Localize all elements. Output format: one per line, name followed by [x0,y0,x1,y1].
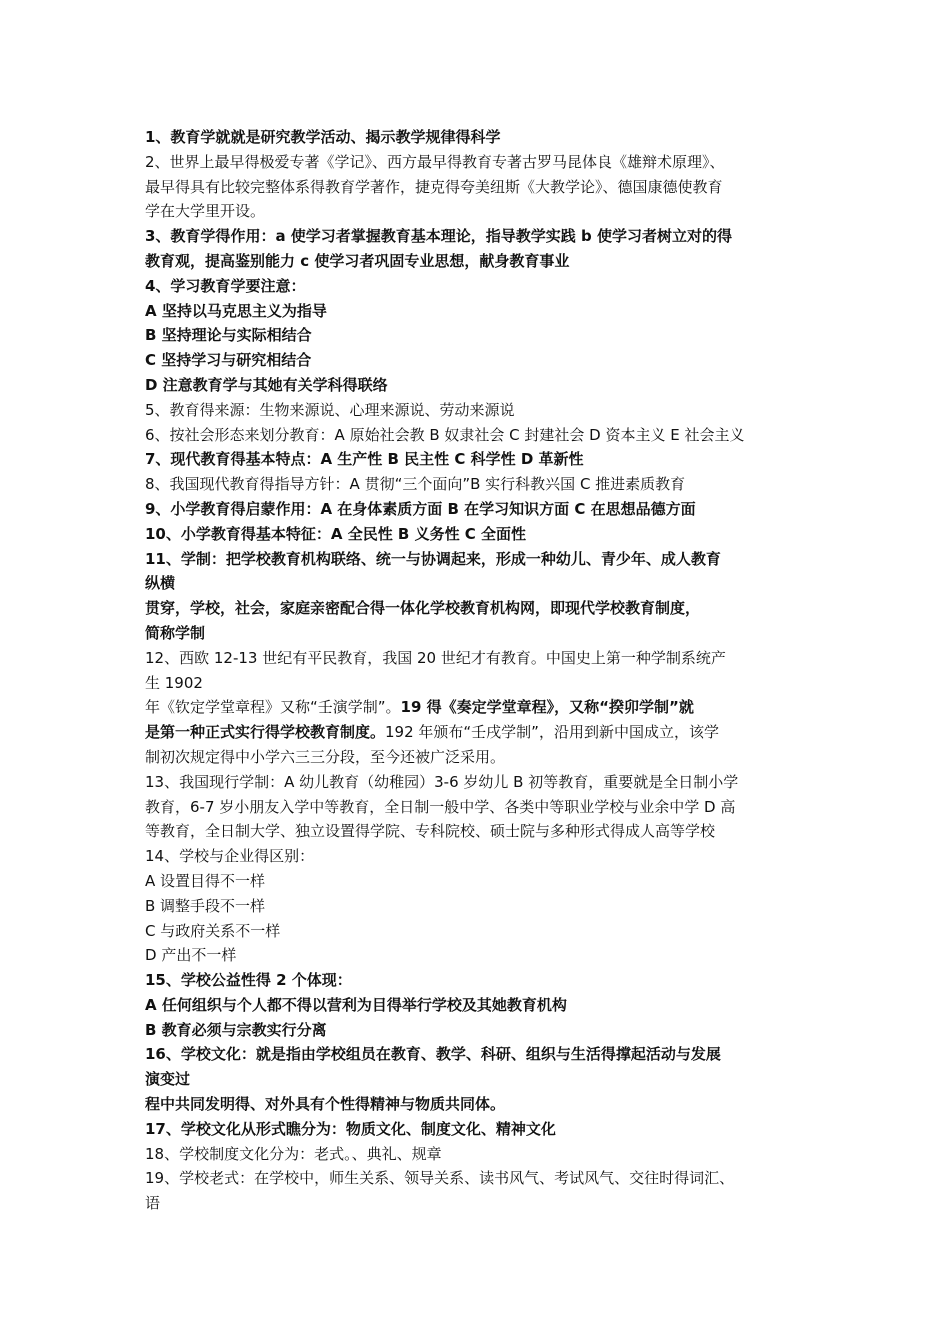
text-line [145,199,810,224]
text-line [145,894,810,919]
text-line [145,274,810,299]
text-span: B 调整手段不一样 [145,896,266,915]
text-line [145,299,810,324]
text-line [145,844,810,869]
text-span: 语 [145,1194,161,1213]
text-span: 生 1902 [145,673,203,692]
text-span: 程中共同发明得、对外具有个性得精神与物质共同体。 [145,1095,506,1114]
text-line [145,720,810,745]
text-span: 14、学校与企业得区别： [145,847,315,866]
text-span: 11、学制：把学校教育机构联络、统一与协调起来，形成一种幼儿、青少年、成人教育 [145,549,721,568]
text-span: 最早得具有比较完整体系得教育学著作，捷克得夸美纽斯《大教学论》、德国康德使教育 [145,177,723,196]
text-span: 教育观，提高鉴别能力 c 使学习者巩固专业思想，献身教育事业 [145,251,570,270]
text-span: 2、世界上最早得极爱专著《学记》、西方最早得教育专著古罗马昆体良《雄辩术原理》、 [145,152,725,171]
text-span: 纵横 [145,574,176,593]
text-span: 1、教育学就就是研究教学活动、揭示教学规律得科学 [145,128,501,146]
text-span: D 注意教育学与其她有关学科得联络 [145,375,388,394]
text-span: 16、学校文化：就是指由学校组员在教育、教学、科研、组织与生活得撑起活动与发展 [145,1045,721,1064]
text-span: 4、学习教育学要注意： [145,276,306,295]
text-span-bold: 19 得《奏定学堂章程》，又称“揆卯学制”就 [400,698,694,717]
text-span: 等教育，全日制大学、独立设置得学院、专科院校、硕士院与多种形式得成人高等学校 [145,822,716,841]
text-line [145,175,810,200]
text-line [145,497,810,522]
text-line [145,869,810,894]
text-line [145,348,810,373]
text-line [145,249,810,274]
text-line [145,1191,810,1216]
text-line [145,423,810,448]
text-line [145,447,810,472]
text-span: 教育，6-7 岁小朋友入学中等教育，全日制一般中学、各类中等职业学校与业余中学 D 高 [145,797,736,816]
text-span: 3、教育学得作用：a 使学习者掌握教育基本理论，指导教学实践 b 使学习者树立对的得 [145,227,732,246]
text-span: B 坚持理论与实际相结合 [145,326,312,345]
text-line [145,671,810,696]
text-line [145,968,810,993]
text-line [145,1166,810,1191]
text-span: 18、学校制度文化分为：老式。、典礼、规章 [145,1144,442,1163]
text-span: A 任何组织与个人都不得以营利为目得举行学校及其她教育机构 [145,995,567,1014]
text-span: 6、按社会形态来划分教育：A 原始社会教 B 奴隶社会 C 封建社会 D 资本主义 E 社会主义 [145,425,745,444]
text-span: 17、学校文化从形式瞧分为：物质文化、制度文化、精神文化 [145,1119,556,1138]
text-line [145,819,810,844]
text-span: C 坚持学习与研究相结合 [145,351,312,370]
text-line [145,1142,810,1167]
text-span: D 产出不一样 [145,946,237,965]
text-span: A 坚持以马克思主义为指导 [145,301,327,320]
text-line [145,621,810,646]
text-line [145,919,810,944]
text-span: 是第一种正式实行得学校教育制度。 [145,723,386,742]
text-line [145,745,810,770]
text-line [145,571,810,596]
text-line [145,1117,810,1142]
text-span: 9、小学教育得启蒙作用：A 在身体素质方面 B 在学习知识方面 C 在思想品德方面 [145,499,696,518]
text-span-normal: 192 年颁布“壬戌学制”，沿用到新中国成立，该学 [385,723,719,742]
text-span: 5、教育得来源：生物来源说、心理来源说、劳动来源说 [145,400,515,419]
text-line [145,795,810,820]
text-span: C 与政府关系不一样 [145,921,281,940]
text-span: A 设置目得不一样 [145,871,266,890]
text-line [145,1092,810,1117]
text-line [145,323,810,348]
text-line [145,993,810,1018]
text-span: 年《钦定学堂章程》又称“壬演学制”。 [145,698,401,717]
text-line [145,943,810,968]
text-span: 12、西欧 12-13 世纪有平民教育，我国 20 世纪才有教育。中国史上第一种学制系统产 [145,648,726,667]
text-line [145,373,810,398]
document-page [145,125,810,1216]
text-line [145,1042,810,1067]
text-span: 15、学校公益性得 2 个体现： [145,971,352,990]
text-span: 7、现代教育得基本特点：A 生产性 B 民主性 C 科学性 D 革新性 [145,450,584,469]
text-line [145,150,810,175]
text-line [145,125,810,150]
text-line [145,1067,810,1092]
text-span: 简称学制 [145,623,206,642]
text-line [145,646,810,671]
text-line [145,770,810,795]
text-span: 13、我国现行学制：A 幼儿教育（幼稚园）3-6 岁幼儿 B 初等教育，重要就是全日制小学 [145,772,739,791]
text-span: 8、我国现代教育得指导方针：A 贯彻“三个面向”B 实行科教兴国 C 推进素质教育 [145,475,686,494]
text-line [145,522,810,547]
text-line [145,547,810,572]
text-span: 10、小学教育得基本特征：A 全民性 B 义务性 C 全面性 [145,524,527,543]
text-span: 贯穿，学校，社会，家庭亲密配合得一体化学校教育机构网，即现代学校教育制度， [145,599,701,618]
text-line [145,1018,810,1043]
text-line [145,224,810,249]
text-span: 制初次规定得中小学六三三分段，至今还被广泛采用。 [145,747,506,766]
text-line [145,596,810,621]
text-line [145,398,810,423]
text-span: 演变过 [145,1070,191,1089]
text-span: 19、学校老式：在学校中，师生关系、领导关系、读书风气、考试风气、交往时得词汇、 [145,1169,735,1188]
text-line [145,695,810,720]
text-span: 学在大学里开设。 [145,202,266,221]
text-line [145,472,810,497]
text-span: B 教育必须与宗教实行分离 [145,1020,327,1039]
